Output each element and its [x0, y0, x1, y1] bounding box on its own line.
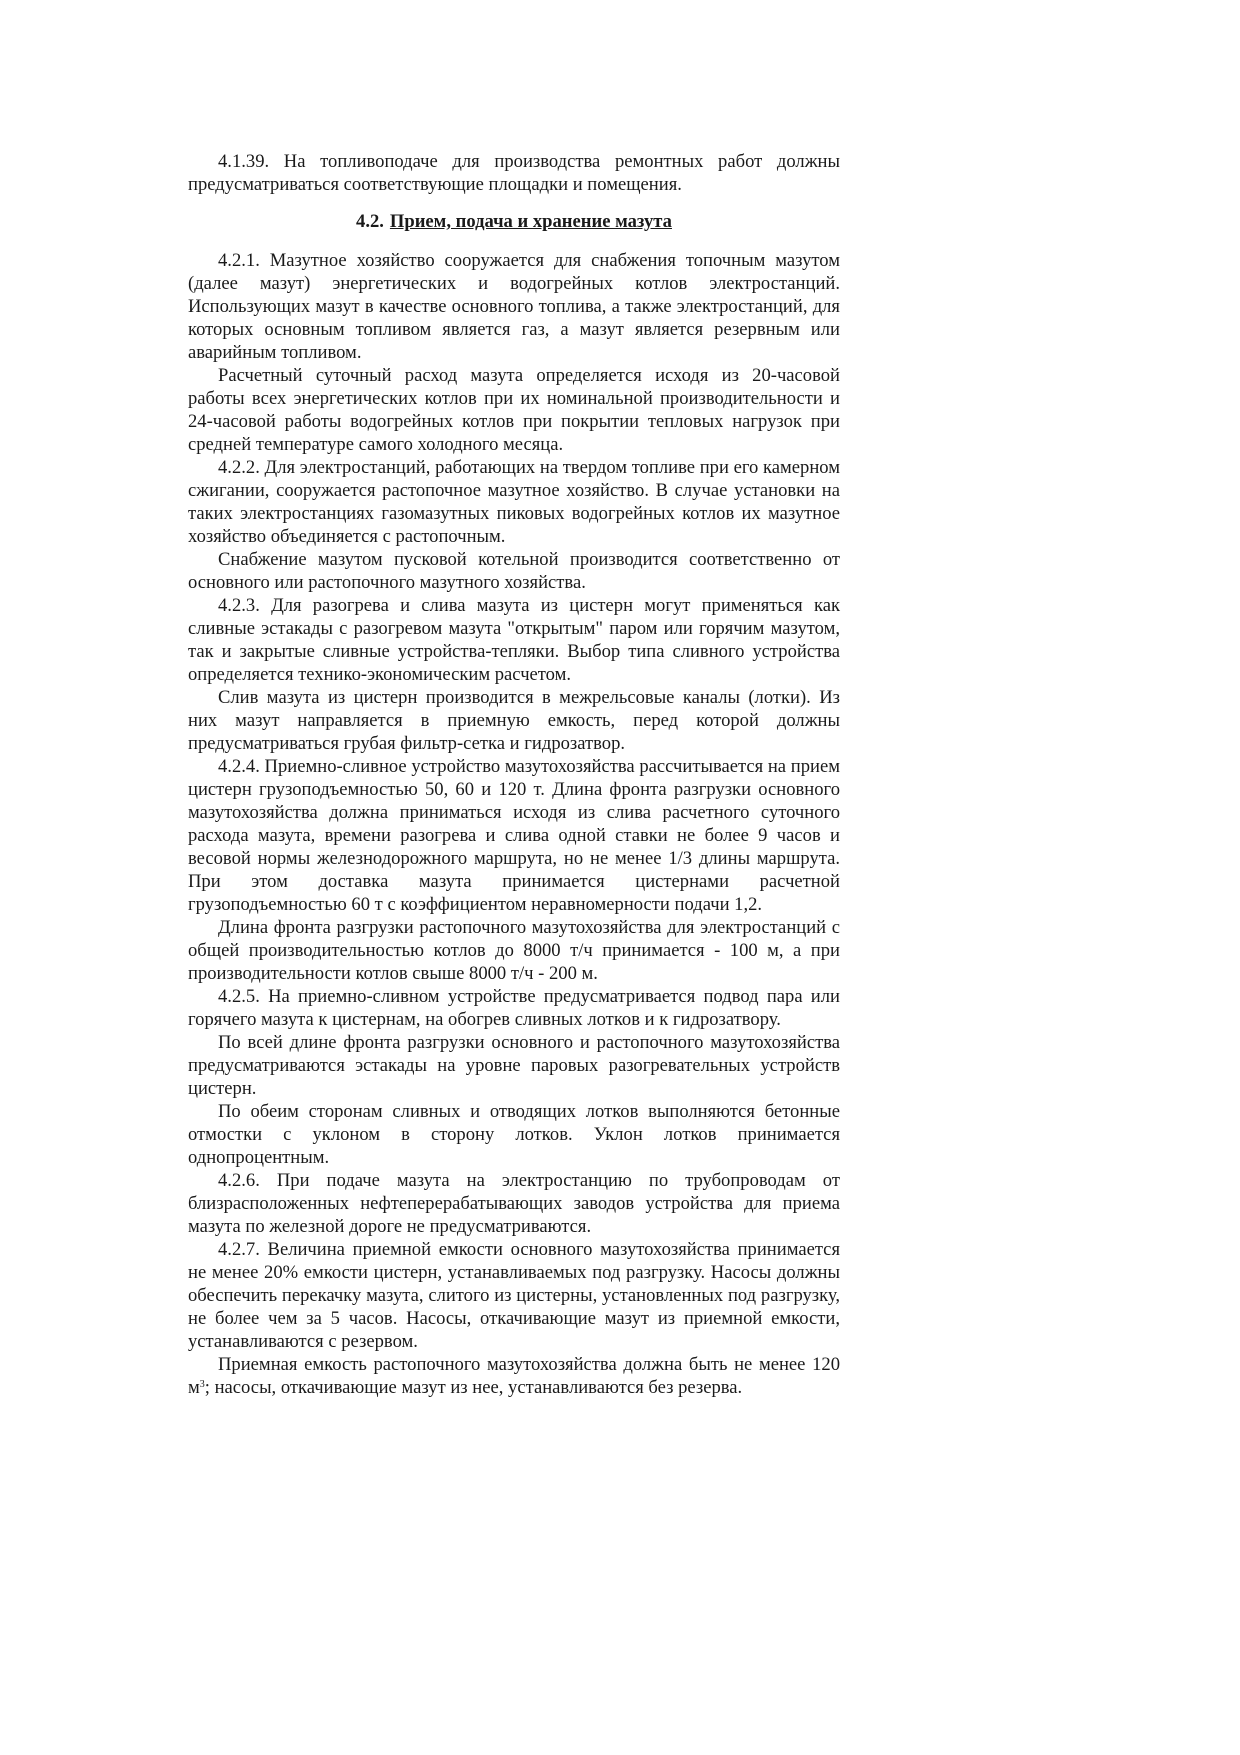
paragraph-receiving-tank	[188, 1353, 840, 1399]
intro-paragraph: 4.1.39. На топливоподаче для производства ремонтных работ должны предусматриваться соответствующие площадки и помещения.	[188, 151, 840, 195]
paragraph-drain-channels: Слив мазута из цистерн производится в межрельсовые каналы (лотки). Из них мазут направляется в приемную емкость, перед которой должны предусматриваться грубая фильтр-сетка и гидрозатвор.	[188, 687, 840, 754]
paragraph-4-2-2: 4.2.2. Для электростанций, работающих на твердом топливе при его камерном сжигании, сооружается растопочное мазутное хозяйство. В случае установки на таких электростанциях газомазутных пиковых водогрейных котлов их мазутное хозяйство объединяется с растопочным.	[188, 457, 840, 547]
section-heading	[188, 210, 840, 233]
paragraph-4-2-3: 4.2.3. Для разогрева и слива мазута из цистерн могут применяться как сливные эстакады с разогревом мазута "открытым" паром или горячим мазутом, так и закрытые сливные устройства-тепляки. Выбор типа сливного устройства определяется технико-экономическим расчетом.	[188, 595, 840, 685]
receiving-tank-text-start: Приемная емкость растопочного мазутохозяйства должна быть не менее 120 м	[188, 1354, 840, 1398]
document-page	[188, 150, 840, 1399]
section-title: Прием, подача и хранение мазута	[389, 211, 672, 232]
paragraph-4-2-7: 4.2.7. Величина приемной емкости основного мазутохозяйства принимается не менее 20% емкости цистерн, устанавливаемых под разгрузку. Насосы должны обеспечить перекачку мазута, слитого из цистерны, установленных под разгрузку, не более чем за 5 часов. Насосы, откачивающие мазут из приемной емкости, устанавливаются с резервом.	[188, 1239, 840, 1352]
paragraph-daily-consumption: Расчетный суточный расход мазута определяется исходя из 20-часовой работы всех энергетических котлов при их номинальной производительности и 24-часовой работы водогрейных котлов при покрытии тепловых нагрузок при средней температуре самого холодного месяца.	[188, 365, 840, 455]
paragraph-unloading-front: Длина фронта разгрузки растопочного мазутохозяйства для электростанций с общей производительностью котлов до 8000 т/ч принимается - 100 м, а при производительности котлов свыше 8000 т/ч - 200 м.	[188, 917, 840, 984]
paragraph-startup-boiler: Снабжение мазутом пусковой котельной производится соответственно от основного или растопочного мазутного хозяйства.	[188, 549, 840, 593]
section-number: 4.2.	[356, 211, 384, 232]
paragraph-concrete-blind-area: По обеим сторонам сливных и отводящих лотков выполняются бетонные отмостки с уклоном в сторону лотков. Уклон лотков принимается однопроцентным.	[188, 1101, 840, 1168]
paragraph-4-2-6: 4.2.6. При подаче мазута на электростанцию по трубопроводам от близрасположенных нефтеперерабатывающих заводов устройства для приема мазута по железной дороге не предусматриваются.	[188, 1170, 840, 1237]
receiving-tank-text-end: ; насосы, откачивающие мазут из нее, устанавливаются без резерва.	[204, 1377, 743, 1398]
paragraph-4-2-1: 4.2.1. Мазутное хозяйство сооружается для снабжения топочным мазутом (далее мазут) энергетических и водогрейных котлов электростанций. Использующих мазут в качестве основного топлива, а также электростанций, для которых основным топливом является газ, а мазут является резервным или аварийным топливом.	[188, 250, 840, 363]
paragraph-4-2-4: 4.2.4. Приемно-сливное устройство мазутохозяйства рассчитывается на прием цистерн грузоподъемностью 50, 60 и 120 т. Длина фронта разгрузки основного мазутохозяйства должна приниматься исходя из слива расчетного суточного расхода мазута, времени разогрева и слива одной ставки не более 9 часов и весовой нормы железнодорожного маршрута, но не менее 1/3 длины маршрута. При этом доставка мазута принимается цистернами расчетной грузоподъемностью 60 т с коэффициентом неравномерности подачи 1,2.	[188, 756, 840, 915]
cubic-superscript: 3	[199, 1379, 205, 1390]
paragraph-4-2-5: 4.2.5. На приемно-сливном устройстве предусматривается подвод пара или горячего мазута к цистернам, на обогрев сливных лотков и к гидрозатвору.	[188, 986, 840, 1030]
paragraph-trestles: По всей длине фронта разгрузки основного и растопочного мазутохозяйства предусматриваются эстакады на уровне паровых разогревательных устройств цистерн.	[188, 1032, 840, 1099]
